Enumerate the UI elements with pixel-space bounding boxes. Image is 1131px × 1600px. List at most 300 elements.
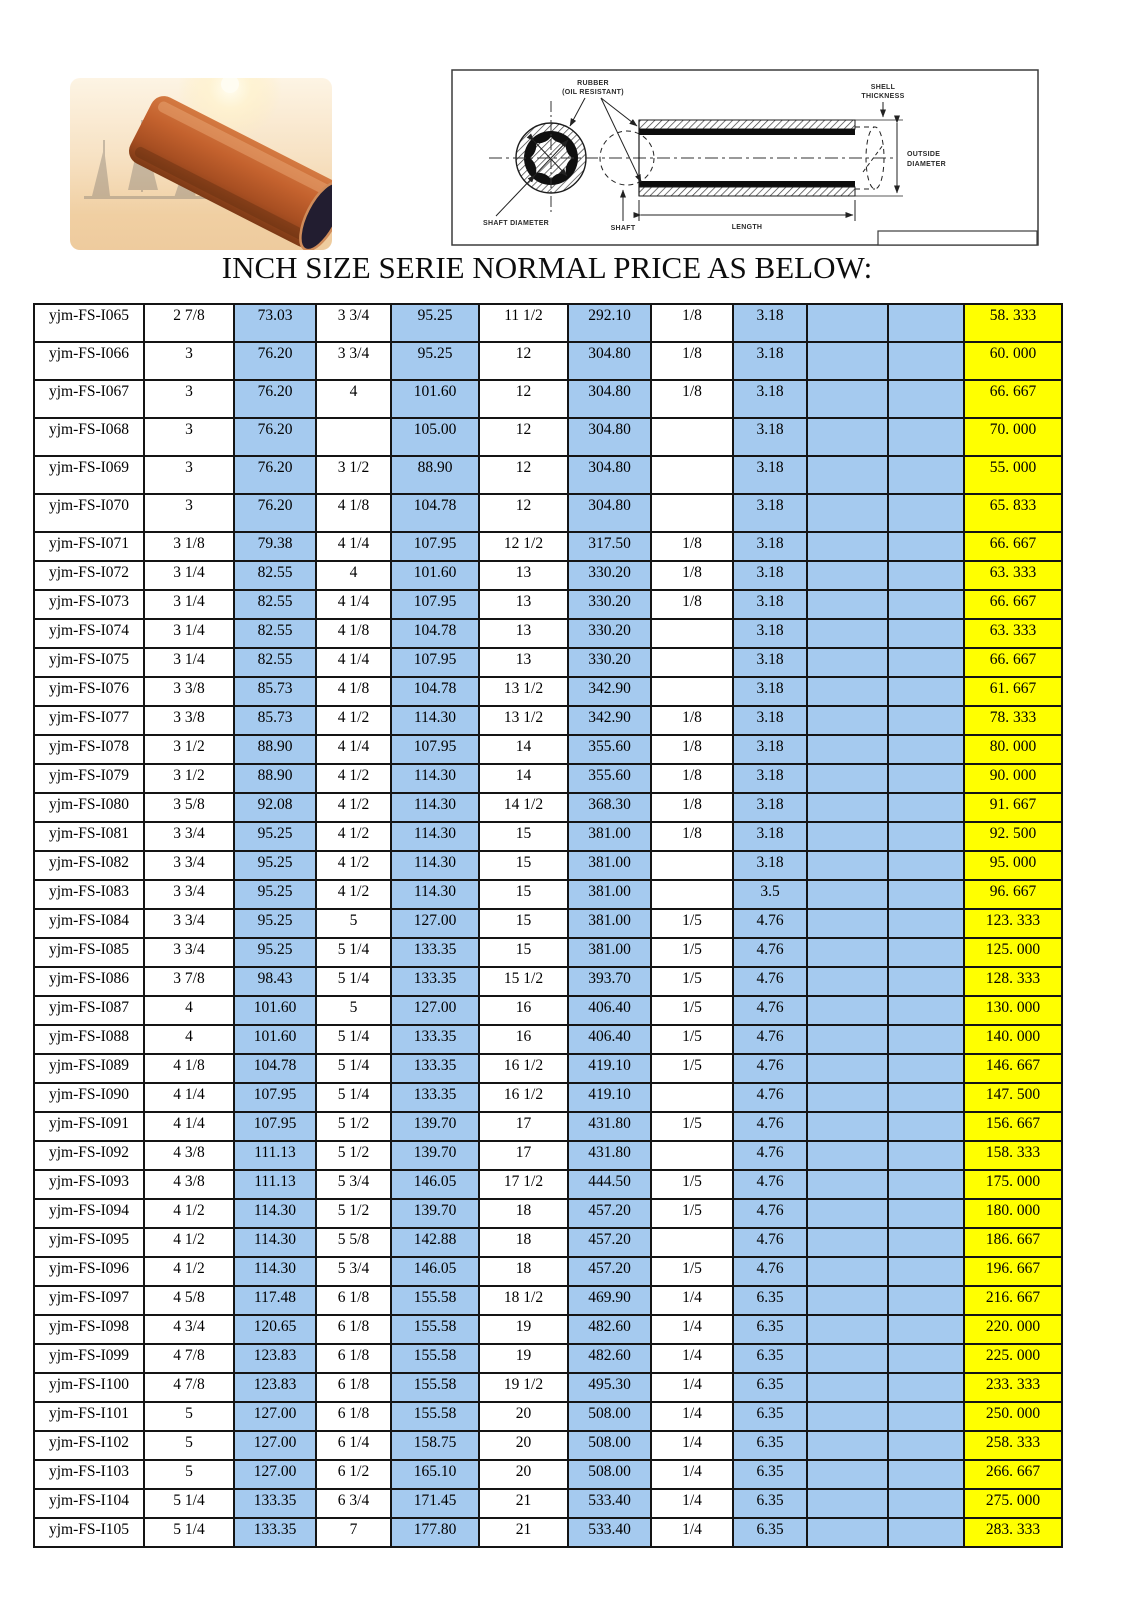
cell-shell-thickness-mm: 6.35 [733,1344,807,1373]
cell-length-mm: 304.80 [568,342,651,380]
cell-length-inch: 13 [479,648,568,677]
cell-outside-diameter-inch: 5 3/4 [316,1257,391,1286]
cell-length-mm: 342.90 [568,677,651,706]
cell-empty-2 [888,1460,964,1489]
cell-empty-1 [807,1025,888,1054]
cell-outside-diameter-mm: 142.88 [391,1228,479,1257]
cell-empty-1 [807,938,888,967]
table-row [34,967,1062,996]
cell-price: 128. 333 [964,967,1062,996]
cell-length-mm: 406.40 [568,996,651,1025]
cell-length-mm: 381.00 [568,909,651,938]
cell-shaft-diameter-inch: 3 7/8 [144,967,234,996]
cell-outside-diameter-inch: 6 3/4 [316,1489,391,1518]
length-label: LENGTH [731,224,763,231]
table-row [34,1402,1062,1431]
cell-outside-diameter-inch: 3 3/4 [316,342,391,380]
cell-length-mm: 457.20 [568,1257,651,1286]
table-row [34,1025,1062,1054]
table-row [34,1141,1062,1170]
cell-price: 158. 333 [964,1141,1062,1170]
cell-part-number: yjm-FS-I069 [34,456,144,494]
cell-part-number: yjm-FS-I089 [34,1054,144,1083]
cell-part-number: yjm-FS-I076 [34,677,144,706]
cell-empty-1 [807,1228,888,1257]
cell-length-mm: 393.70 [568,967,651,996]
cell-price: 125. 000 [964,938,1062,967]
cell-length-mm: 406.40 [568,1025,651,1054]
table-row [34,380,1062,418]
cell-shaft-diameter-mm: 111.13 [234,1170,316,1199]
cell-part-number: yjm-FS-I083 [34,880,144,909]
cell-empty-1 [807,304,888,342]
cell-outside-diameter-mm: 155.58 [391,1286,479,1315]
cell-shell-thickness-inch: 1/5 [651,1170,733,1199]
cell-length-inch: 17 [479,1112,568,1141]
cell-shaft-diameter-mm: 85.73 [234,677,316,706]
cell-shaft-diameter-mm: 92.08 [234,793,316,822]
cell-shaft-diameter-inch: 4 1/8 [144,1054,234,1083]
cell-length-inch: 20 [479,1460,568,1489]
cell-shaft-diameter-mm: 120.65 [234,1315,316,1344]
cell-empty-1 [807,456,888,494]
cell-length-inch: 16 [479,996,568,1025]
cell-empty-2 [888,996,964,1025]
cell-shaft-diameter-inch: 3 1/4 [144,648,234,677]
cell-part-number: yjm-FS-I093 [34,1170,144,1199]
cell-length-mm: 533.40 [568,1518,651,1547]
cell-price: 58. 333 [964,304,1062,342]
cell-price: 95. 000 [964,851,1062,880]
cell-shell-thickness-mm: 3.18 [733,418,807,456]
cell-outside-diameter-inch: 4 1/2 [316,880,391,909]
cell-part-number: yjm-FS-I100 [34,1373,144,1402]
cell-shell-thickness-inch: 1/8 [651,532,733,561]
cell-shaft-diameter-mm: 114.30 [234,1199,316,1228]
cell-part-number: yjm-FS-I105 [34,1518,144,1547]
cell-outside-diameter-mm: 107.95 [391,735,479,764]
table-row [34,793,1062,822]
cell-empty-1 [807,822,888,851]
cell-empty-1 [807,1054,888,1083]
table-row [34,1460,1062,1489]
cell-length-mm: 508.00 [568,1460,651,1489]
cell-shaft-diameter-inch: 4 3/4 [144,1315,234,1344]
cell-part-number: yjm-FS-I091 [34,1112,144,1141]
cell-shell-thickness-inch: 1/8 [651,764,733,793]
cell-outside-diameter-inch: 6 1/8 [316,1402,391,1431]
cell-length-mm: 419.10 [568,1083,651,1112]
cell-part-number: yjm-FS-I080 [34,793,144,822]
cell-price: 63. 333 [964,561,1062,590]
cell-empty-1 [807,494,888,532]
cell-length-inch: 13 1/2 [479,706,568,735]
cell-empty-2 [888,793,964,822]
cell-part-number: yjm-FS-I087 [34,996,144,1025]
cell-shell-thickness-mm: 6.35 [733,1286,807,1315]
cell-outside-diameter-inch: 5 1/4 [316,1083,391,1112]
cell-part-number: yjm-FS-I079 [34,764,144,793]
cell-part-number: yjm-FS-I099 [34,1344,144,1373]
cell-empty-1 [807,1344,888,1373]
cell-empty-1 [807,590,888,619]
cell-empty-2 [888,561,964,590]
cell-shell-thickness-inch: 1/8 [651,706,733,735]
cell-shell-thickness-inch [651,418,733,456]
cell-outside-diameter-inch: 4 1/4 [316,735,391,764]
cell-shell-thickness-mm: 4.76 [733,1083,807,1112]
cell-outside-diameter-mm: 114.30 [391,706,479,735]
cell-outside-diameter-mm: 146.05 [391,1170,479,1199]
cell-length-mm: 304.80 [568,418,651,456]
cell-length-mm: 304.80 [568,380,651,418]
cell-empty-2 [888,1315,964,1344]
cell-length-mm: 431.80 [568,1141,651,1170]
cell-shell-thickness-inch: 1/4 [651,1344,733,1373]
cell-outside-diameter-mm: 155.58 [391,1402,479,1431]
cell-outside-diameter-inch: 6 1/2 [316,1460,391,1489]
cell-outside-diameter-inch: 6 1/8 [316,1344,391,1373]
cell-shell-thickness-inch [651,1228,733,1257]
cell-empty-1 [807,706,888,735]
cell-shell-thickness-mm: 3.18 [733,532,807,561]
cell-shell-thickness-mm: 3.18 [733,648,807,677]
cell-outside-diameter-mm: 105.00 [391,418,479,456]
table-row [34,1315,1062,1344]
cell-length-mm: 330.20 [568,619,651,648]
cell-shell-thickness-inch: 1/4 [651,1460,733,1489]
cell-length-inch: 15 [479,822,568,851]
cell-shaft-diameter-mm: 85.73 [234,706,316,735]
cell-outside-diameter-mm: 127.00 [391,909,479,938]
rubber-label: RUBBER [577,80,609,87]
cell-length-mm: 444.50 [568,1170,651,1199]
cell-outside-diameter-inch: 7 [316,1518,391,1547]
cell-outside-diameter-inch: 4 1/8 [316,494,391,532]
cell-shaft-diameter-mm: 117.48 [234,1286,316,1315]
cell-price: 70. 000 [964,418,1062,456]
cell-shell-thickness-inch [651,456,733,494]
cell-price: 90. 000 [964,764,1062,793]
cell-empty-1 [807,1170,888,1199]
cell-shaft-diameter-mm: 101.60 [234,1025,316,1054]
cell-empty-1 [807,1518,888,1547]
cell-shell-thickness-inch: 1/4 [651,1489,733,1518]
cell-shell-thickness-mm: 3.18 [733,735,807,764]
cell-part-number: yjm-FS-I074 [34,619,144,648]
cell-shell-thickness-mm: 4.76 [733,1170,807,1199]
cell-empty-2 [888,909,964,938]
cell-shaft-diameter-mm: 88.90 [234,735,316,764]
cell-shell-thickness-mm: 3.18 [733,456,807,494]
cell-outside-diameter-mm: 107.95 [391,532,479,561]
cell-shaft-diameter-inch: 3 1/4 [144,619,234,648]
cell-shell-thickness-inch: 1/5 [651,938,733,967]
cell-length-inch: 12 [479,494,568,532]
cell-length-inch: 15 [479,938,568,967]
cell-outside-diameter-mm: 133.35 [391,938,479,967]
table-row [34,1489,1062,1518]
cell-shell-thickness-mm: 6.35 [733,1460,807,1489]
cell-part-number: yjm-FS-I086 [34,967,144,996]
cell-shell-thickness-inch: 1/5 [651,967,733,996]
cell-shaft-diameter-mm: 114.30 [234,1257,316,1286]
cell-outside-diameter-mm: 165.10 [391,1460,479,1489]
cell-shaft-diameter-mm: 76.20 [234,342,316,380]
cell-part-number: yjm-FS-I072 [34,561,144,590]
cell-shaft-diameter-inch: 4 1/2 [144,1228,234,1257]
cell-price: 65. 833 [964,494,1062,532]
cell-empty-2 [888,494,964,532]
cell-length-mm: 508.00 [568,1431,651,1460]
cell-empty-2 [888,1344,964,1373]
cell-length-inch: 14 [479,764,568,793]
cell-empty-2 [888,1257,964,1286]
cell-empty-2 [888,380,964,418]
cell-outside-diameter-mm: 155.58 [391,1373,479,1402]
cell-outside-diameter-inch: 4 1/4 [316,532,391,561]
cell-length-inch: 18 [479,1199,568,1228]
cell-empty-1 [807,418,888,456]
cell-price: 180. 000 [964,1199,1062,1228]
cell-shell-thickness-mm: 3.18 [733,851,807,880]
cell-shell-thickness-mm: 3.18 [733,793,807,822]
cell-shaft-diameter-inch: 3 3/8 [144,677,234,706]
cell-length-mm: 330.20 [568,590,651,619]
cell-shell-thickness-mm: 4.76 [733,1257,807,1286]
cell-shell-thickness-mm: 4.76 [733,1228,807,1257]
cell-price: 55. 000 [964,456,1062,494]
cell-length-mm: 533.40 [568,1489,651,1518]
cell-outside-diameter-inch: 4 1/2 [316,793,391,822]
cell-shell-thickness-mm: 4.76 [733,996,807,1025]
cell-part-number: yjm-FS-I082 [34,851,144,880]
cell-shaft-diameter-mm: 76.20 [234,418,316,456]
cell-outside-diameter-inch: 4 [316,561,391,590]
table-row [34,822,1062,851]
cell-shell-thickness-inch: 1/5 [651,996,733,1025]
cell-length-mm: 495.30 [568,1373,651,1402]
cell-price: 140. 000 [964,1025,1062,1054]
table-row [34,494,1062,532]
cell-shaft-diameter-mm: 82.55 [234,648,316,677]
cell-shaft-diameter-inch: 4 5/8 [144,1286,234,1315]
table-row [34,304,1062,342]
cell-empty-2 [888,1373,964,1402]
cell-outside-diameter-inch [316,418,391,456]
cell-shell-thickness-mm: 4.76 [733,967,807,996]
cell-empty-2 [888,1489,964,1518]
cell-outside-diameter-mm: 104.78 [391,494,479,532]
cell-shaft-diameter-inch: 4 1/2 [144,1257,234,1286]
cell-shell-thickness-inch [651,1083,733,1112]
cell-length-inch: 20 [479,1402,568,1431]
shell-thickness-label: SHELL [870,84,896,91]
cell-part-number: yjm-FS-I094 [34,1199,144,1228]
cell-empty-1 [807,1402,888,1431]
cell-length-mm: 419.10 [568,1054,651,1083]
cell-shell-thickness-inch: 1/8 [651,342,733,380]
cell-length-inch: 21 [479,1489,568,1518]
cell-shell-thickness-mm: 3.18 [733,822,807,851]
cell-part-number: yjm-FS-I075 [34,648,144,677]
cell-shell-thickness-inch: 1/8 [651,304,733,342]
cell-empty-1 [807,1141,888,1170]
cell-empty-1 [807,342,888,380]
cell-outside-diameter-mm: 114.30 [391,880,479,909]
cell-length-mm: 292.10 [568,304,651,342]
cell-price: 96. 667 [964,880,1062,909]
cell-empty-2 [888,822,964,851]
cell-shaft-diameter-mm: 76.20 [234,380,316,418]
cell-price: 283. 333 [964,1518,1062,1547]
cell-shaft-diameter-inch: 3 1/2 [144,735,234,764]
cell-shaft-diameter-inch: 3 3/4 [144,851,234,880]
cell-length-mm: 457.20 [568,1228,651,1257]
cell-shell-thickness-inch [651,494,733,532]
cell-outside-diameter-inch: 5 1/2 [316,1141,391,1170]
cell-length-mm: 457.20 [568,1199,651,1228]
cell-shell-thickness-mm: 3.5 [733,880,807,909]
cell-shaft-diameter-inch: 4 7/8 [144,1373,234,1402]
table-row [34,532,1062,561]
cell-shaft-diameter-mm: 82.55 [234,590,316,619]
cell-shaft-diameter-inch: 3 [144,418,234,456]
cell-shell-thickness-inch [651,648,733,677]
cell-shaft-diameter-mm: 95.25 [234,851,316,880]
table-row [34,764,1062,793]
cell-shell-thickness-inch [651,677,733,706]
cell-outside-diameter-mm: 107.95 [391,590,479,619]
cell-length-inch: 17 1/2 [479,1170,568,1199]
cell-shaft-diameter-inch: 5 [144,1402,234,1431]
table-row [34,735,1062,764]
cell-outside-diameter-inch: 5 3/4 [316,1170,391,1199]
cell-length-inch: 16 1/2 [479,1054,568,1083]
cell-length-mm: 342.90 [568,706,651,735]
cell-outside-diameter-inch: 4 [316,380,391,418]
cell-price: 66. 667 [964,648,1062,677]
cell-part-number: yjm-FS-I081 [34,822,144,851]
cell-shaft-diameter-inch: 3 1/4 [144,561,234,590]
cell-shell-thickness-mm: 6.35 [733,1518,807,1547]
table-row [34,456,1062,494]
cell-outside-diameter-inch: 6 1/8 [316,1315,391,1344]
cell-price: 92. 500 [964,822,1062,851]
cell-shell-thickness-inch: 1/8 [651,380,733,418]
cell-shell-thickness-mm: 3.18 [733,677,807,706]
cell-length-mm: 368.30 [568,793,651,822]
cell-shaft-diameter-inch: 3 5/8 [144,793,234,822]
cell-shaft-diameter-inch: 3 [144,380,234,418]
cell-outside-diameter-inch: 5 1/4 [316,938,391,967]
cell-length-inch: 12 [479,342,568,380]
cell-outside-diameter-inch: 5 1/4 [316,967,391,996]
cell-length-inch: 16 [479,1025,568,1054]
cell-empty-1 [807,1083,888,1112]
cell-empty-2 [888,1199,964,1228]
cell-empty-1 [807,996,888,1025]
cell-outside-diameter-inch: 6 1/8 [316,1373,391,1402]
cell-outside-diameter-mm: 104.78 [391,619,479,648]
cell-length-mm: 381.00 [568,938,651,967]
cell-outside-diameter-mm: 101.60 [391,380,479,418]
cell-shaft-diameter-inch: 3 3/8 [144,706,234,735]
rubber-label-2: (OIL RESISTANT) [562,89,624,96]
cell-empty-1 [807,1112,888,1141]
cell-outside-diameter-inch: 4 1/2 [316,822,391,851]
cell-outside-diameter-inch: 5 1/4 [316,1054,391,1083]
cell-part-number: yjm-FS-I095 [34,1228,144,1257]
cell-shell-thickness-inch: 1/5 [651,1054,733,1083]
cell-empty-1 [807,1315,888,1344]
cell-part-number: yjm-FS-I073 [34,590,144,619]
cell-shaft-diameter-inch: 5 [144,1431,234,1460]
cell-outside-diameter-mm: 101.60 [391,561,479,590]
cell-length-inch: 18 1/2 [479,1286,568,1315]
cell-outside-diameter-mm: 139.70 [391,1199,479,1228]
cell-shell-thickness-mm: 4.76 [733,909,807,938]
cell-empty-1 [807,880,888,909]
cell-empty-2 [888,619,964,648]
cell-empty-1 [807,851,888,880]
cell-length-inch: 18 [479,1257,568,1286]
cell-shaft-diameter-mm: 95.25 [234,938,316,967]
cell-part-number: yjm-FS-I070 [34,494,144,532]
cell-outside-diameter-mm: 146.05 [391,1257,479,1286]
cell-outside-diameter-inch: 3 3/4 [316,304,391,342]
bearing-dimension-diagram [451,69,1039,246]
cell-shell-thickness-inch: 1/5 [651,1199,733,1228]
cell-price: 60. 000 [964,342,1062,380]
cell-shaft-diameter-mm: 104.78 [234,1054,316,1083]
cell-shell-thickness-inch: 1/5 [651,1112,733,1141]
cell-shaft-diameter-inch: 4 [144,1025,234,1054]
cell-empty-1 [807,1460,888,1489]
table-row [34,590,1062,619]
cell-price: 266. 667 [964,1460,1062,1489]
cell-part-number: yjm-FS-I084 [34,909,144,938]
table-row [34,342,1062,380]
cell-shaft-diameter-mm: 107.95 [234,1112,316,1141]
cell-shaft-diameter-inch: 4 3/8 [144,1141,234,1170]
cell-shaft-diameter-mm: 133.35 [234,1489,316,1518]
cell-shell-thickness-inch: 1/4 [651,1431,733,1460]
cell-price: 146. 667 [964,1054,1062,1083]
cell-shell-thickness-inch: 1/4 [651,1286,733,1315]
cell-shaft-diameter-inch: 3 1/2 [144,764,234,793]
cell-part-number: yjm-FS-I092 [34,1141,144,1170]
cell-shell-thickness-mm: 3.18 [733,380,807,418]
cell-empty-2 [888,418,964,456]
cell-shell-thickness-mm: 6.35 [733,1431,807,1460]
cell-part-number: yjm-FS-I098 [34,1315,144,1344]
cell-shell-thickness-mm: 4.76 [733,938,807,967]
cell-shaft-diameter-mm: 79.38 [234,532,316,561]
diagram-title-block [878,231,1037,245]
cell-price: 66. 667 [964,590,1062,619]
cell-price: 80. 000 [964,735,1062,764]
cell-outside-diameter-inch: 4 1/8 [316,619,391,648]
cell-empty-2 [888,342,964,380]
cell-price: 66. 667 [964,380,1062,418]
cell-empty-2 [888,1054,964,1083]
cell-length-inch: 15 [479,880,568,909]
cell-price: 130. 000 [964,996,1062,1025]
cell-price: 63. 333 [964,619,1062,648]
table-row [34,677,1062,706]
cell-empty-1 [807,909,888,938]
